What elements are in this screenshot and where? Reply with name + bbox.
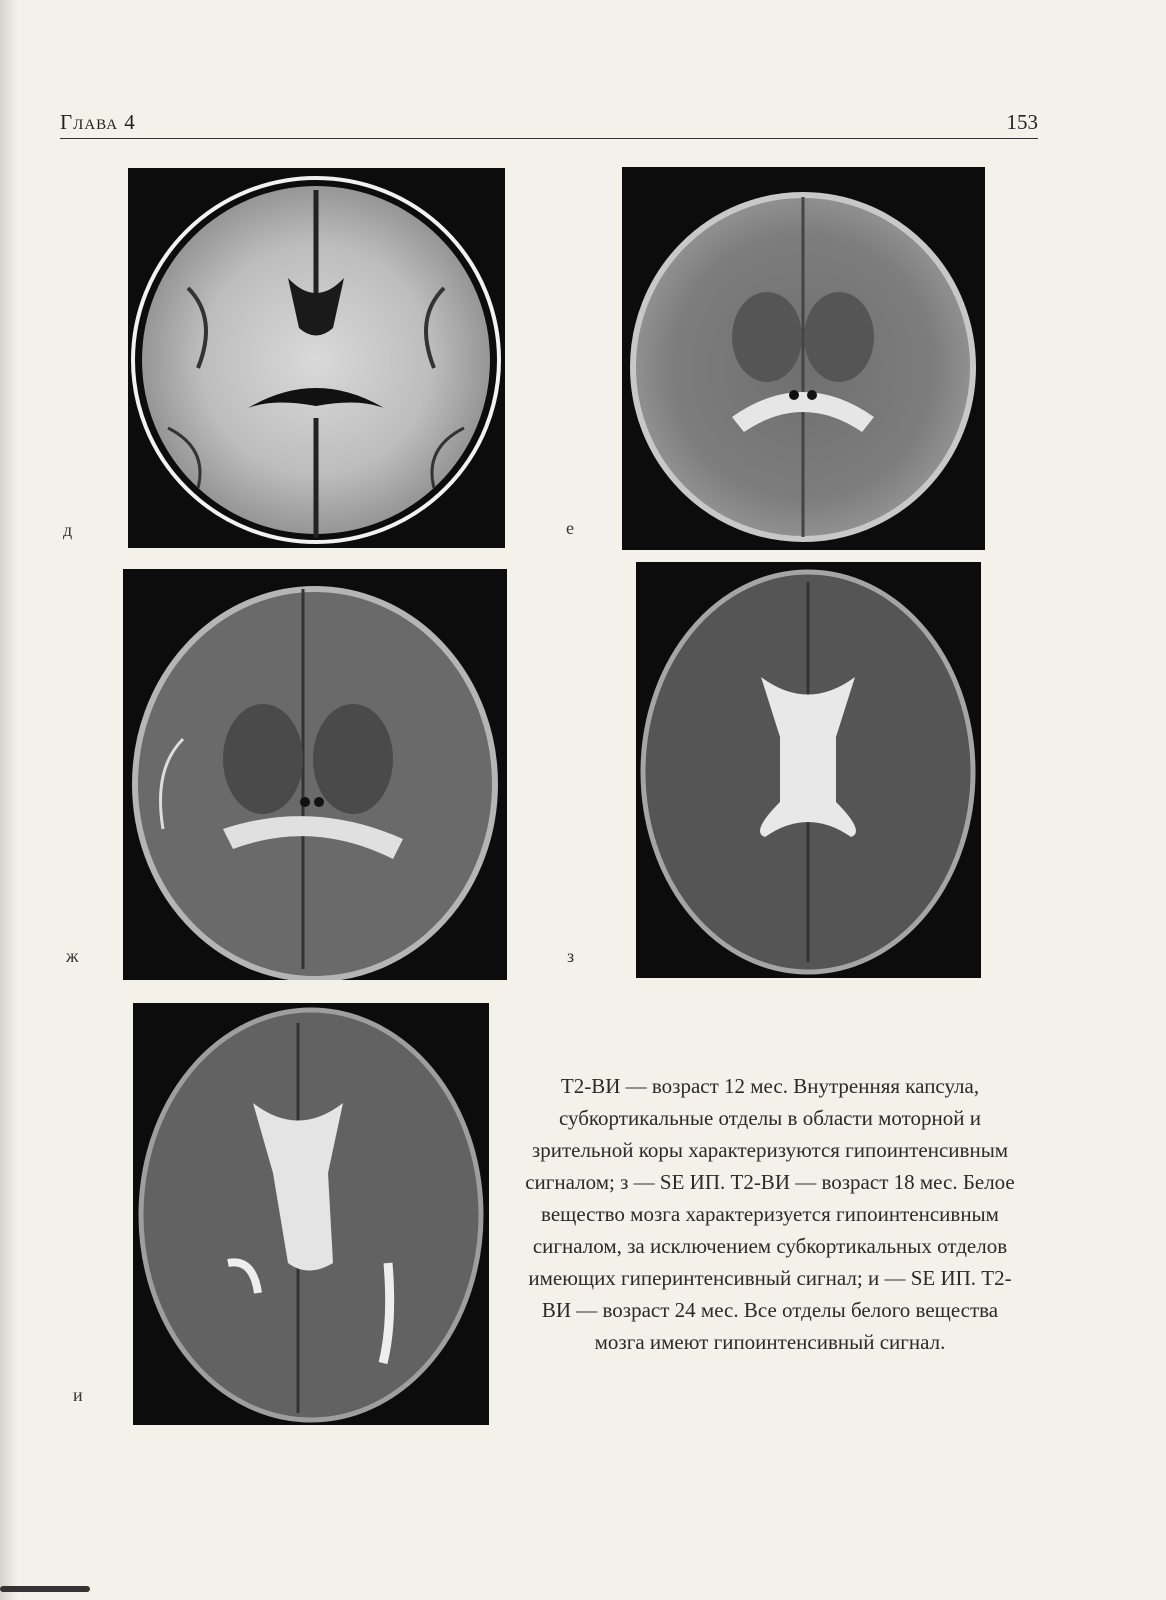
mri-scan-e [622,167,985,550]
panel-label-e: е [566,518,574,538]
mri-image-i [133,1003,489,1425]
mri-image-d [128,168,505,548]
panel-label-d: д [63,520,73,540]
panel-label-i: и [73,1385,83,1405]
mri-scan-d [128,168,505,548]
panel-label-z: з [567,946,575,966]
scan-edge [0,1586,90,1592]
page-shadow [0,0,18,1600]
mri-scan-i [133,1003,489,1425]
mri-scan-zh [123,569,507,980]
page-number: 153 [1006,110,1038,134]
mri-scan-z [636,562,981,978]
panel-label-zh: ж [66,946,79,966]
mri-image-z [636,562,981,978]
running-head [60,110,1038,139]
mri-image-e [622,167,985,550]
chapter-title: Глава 4 [60,110,136,134]
mri-image-zh [123,569,507,980]
figure-caption: Т2-ВИ — возраст 12 мес. Внутренняя капсула, субкортикальные отделы в области моторной и зрительной коры характеризуются гипоинтенсивным сигналом; з — SE ИП. Т2-ВИ — возраст 18 мес. Белое вещество мозга характеризуется гипоинтенсивным сигналом, за исключением субкортикальных отделов имеющих гиперинтенсивный сигнал; и — SE ИП. Т2-ВИ — возраст 24 мес. Все отделы белого вещества мозга имеют гипоинтенсивный сигнал. [525,1074,1015,1354]
